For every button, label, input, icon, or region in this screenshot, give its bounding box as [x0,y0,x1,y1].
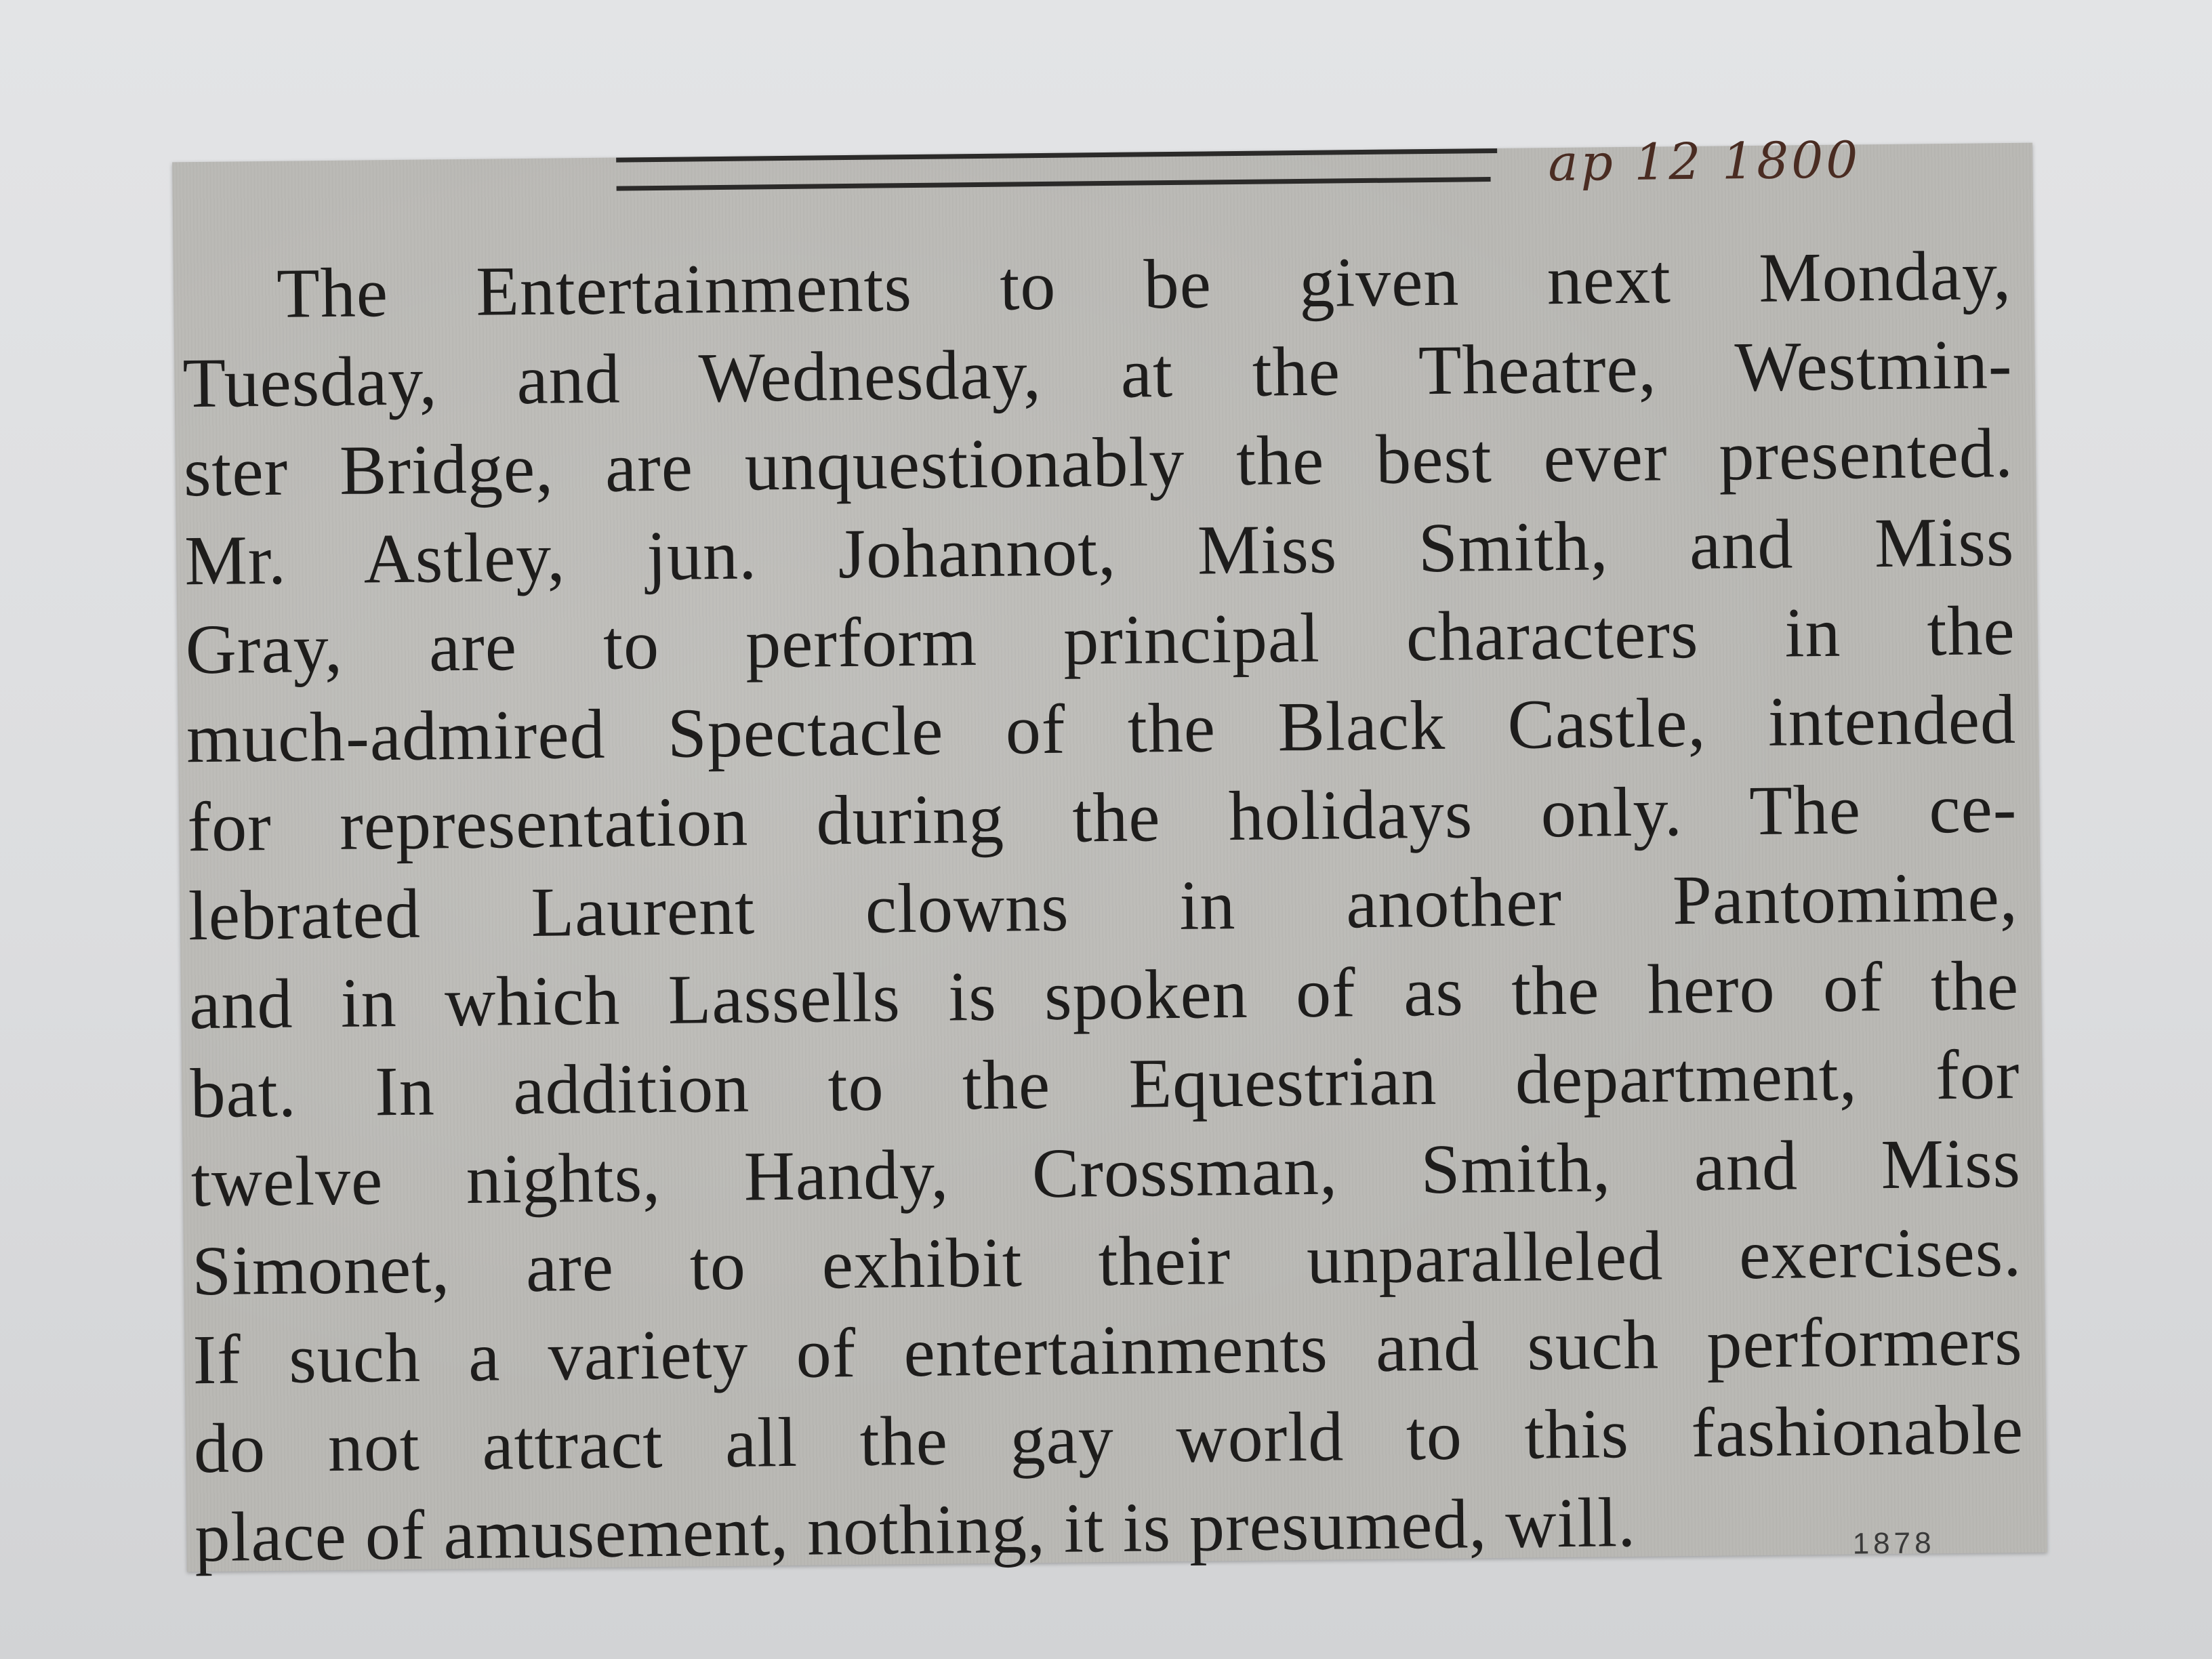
newspaper-clipping [172,131,2047,1577]
article-text [182,231,2025,1582]
article-line: Mr. Astley, jun. Johannot, Miss Smith, and Miss [184,503,2015,600]
article-line: twelve nights, Handy, Crossman, Smith, and Miss [190,1124,2022,1222]
article-line: If such a variety of entertainments and such performers [192,1301,2024,1399]
article-line: The Entertainments to be given next Monday, [276,237,2012,333]
article-line: Simonet, are to exhibit their unparalleled exercises. [191,1212,2022,1311]
article-line: lebrated Laurent clowns in another Pantomime, [188,857,2019,956]
article-line: ster Bridge, are unquestionably the best ever presented. [183,414,2014,512]
article-line: do not attract all the gay world to this fashionable [193,1390,2024,1488]
article-line: place of amusement, nothing, it is presumed, will. [194,1483,1637,1577]
double-rule-bottom [617,177,1491,191]
article-line: Gray, are to perform principal characters in the [185,591,2016,689]
double-rule-top [616,148,1497,163]
handwritten-date: ap 12 1800 [1547,131,1861,193]
article-line: bat. In addition to the Equestrian department, for [189,1035,2021,1133]
article-line: for representation during the holidays only. The ce- [186,769,2018,867]
article-line: Tuesday, and Wednesday, at the Theatre, Westmin- [182,325,2013,423]
article-line: and in which Lassells is spoken of as the hero of the [188,946,2020,1044]
catalog-number: 1878 [1852,1526,1936,1561]
article-line: much-admired Spectacle of the Black Castle, intended [186,680,2017,778]
